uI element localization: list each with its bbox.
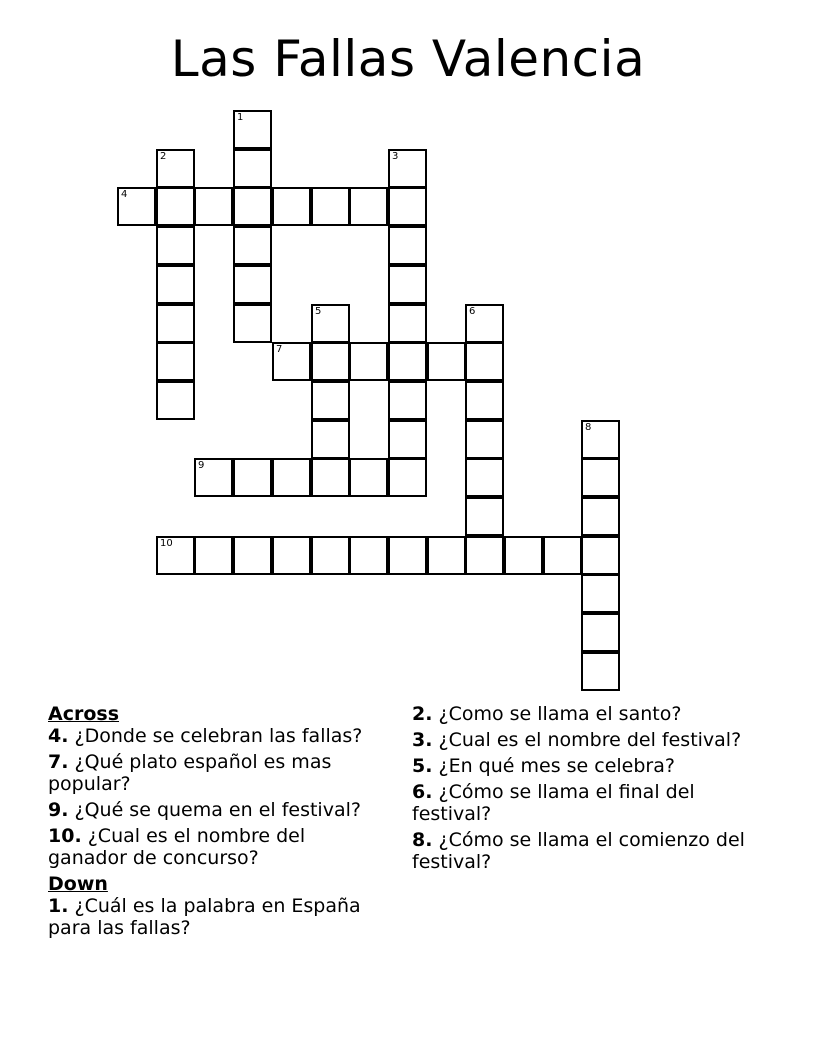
crossword-cell[interactable]	[156, 304, 195, 343]
cell-number: 6	[469, 306, 476, 317]
crossword-cell[interactable]	[311, 342, 350, 381]
crossword-cell[interactable]	[156, 187, 195, 226]
clue-number: 1.	[48, 895, 69, 917]
cell-number: 2	[160, 151, 167, 162]
clue-text: ¿Qué plato español es mas popular?	[48, 751, 332, 795]
crossword-cell[interactable]	[311, 187, 350, 226]
cell-number: 3	[392, 151, 399, 162]
crossword-cell[interactable]	[272, 458, 311, 497]
clue-down-6	[412, 781, 752, 825]
cell-number: 4	[121, 189, 128, 200]
crossword-cell[interactable]	[272, 187, 311, 226]
page-title: Las Fallas Valencia	[170, 30, 646, 88]
clue-across-10	[48, 825, 388, 869]
crossword-cell[interactable]	[233, 187, 272, 226]
crossword-cell[interactable]	[427, 536, 466, 575]
crossword-cell[interactable]	[272, 342, 311, 381]
crossword-cell[interactable]	[311, 536, 350, 575]
crossword-cell[interactable]	[465, 381, 504, 420]
crossword-cell[interactable]	[233, 304, 272, 343]
crossword-cell[interactable]	[156, 536, 195, 575]
crossword-cell[interactable]	[581, 536, 620, 575]
crossword-cell[interactable]	[581, 497, 620, 536]
crossword-cell[interactable]	[465, 342, 504, 381]
crossword-cell[interactable]	[156, 226, 195, 265]
crossword-cell[interactable]	[581, 613, 620, 652]
crossword-cell[interactable]	[388, 149, 427, 188]
crossword-cell[interactable]	[117, 187, 156, 226]
cell-number: 9	[198, 460, 205, 471]
crossword-cell[interactable]	[388, 458, 427, 497]
clue-text: ¿Cual es el nombre del ganador de concurso?	[48, 825, 306, 869]
crossword-cell[interactable]	[349, 187, 388, 226]
clue-across-7	[48, 751, 388, 795]
clue-down-3	[412, 729, 752, 751]
crossword-cell[interactable]	[581, 652, 620, 691]
crossword-cell[interactable]	[311, 381, 350, 420]
crossword-cell[interactable]	[156, 342, 195, 381]
crossword-cell[interactable]	[233, 536, 272, 575]
clues-right-column	[412, 703, 752, 877]
cell-number: 8	[585, 422, 592, 433]
crossword-cell[interactable]	[311, 458, 350, 497]
crossword-cell[interactable]	[388, 226, 427, 265]
clue-text: ¿Cómo se llama el final del festival?	[412, 781, 695, 825]
clue-number: 6.	[412, 781, 433, 803]
crossword-cell[interactable]	[233, 110, 272, 149]
crossword-cell[interactable]	[349, 342, 388, 381]
crossword-cell[interactable]	[388, 265, 427, 304]
crossword-cell[interactable]	[388, 304, 427, 343]
crossword-cell[interactable]	[311, 420, 350, 459]
crossword-cell[interactable]	[349, 536, 388, 575]
clue-text: ¿Donde se celebran las fallas?	[74, 725, 363, 747]
down-heading: Down	[48, 873, 108, 895]
clue-number: 2.	[412, 703, 433, 725]
clue-number: 7.	[48, 751, 69, 773]
crossword-cell[interactable]	[504, 536, 543, 575]
clue-number: 4.	[48, 725, 69, 747]
crossword-cell[interactable]	[388, 342, 427, 381]
crossword-cell[interactable]	[465, 458, 504, 497]
clue-number: 10.	[48, 825, 82, 847]
crossword-cell[interactable]	[388, 420, 427, 459]
clue-number: 9.	[48, 799, 69, 821]
crossword-cell[interactable]	[581, 458, 620, 497]
crossword-cell[interactable]	[465, 497, 504, 536]
clue-text: ¿Cómo se llama el comienzo del festival?	[412, 829, 745, 873]
clue-across-4	[48, 725, 388, 747]
crossword-cell[interactable]	[465, 420, 504, 459]
clue-text: ¿En qué mes se celebra?	[438, 755, 675, 777]
clue-text: ¿Cuál es la palabra en España para las fallas?	[48, 895, 361, 939]
crossword-cell[interactable]	[311, 304, 350, 343]
crossword-cell[interactable]	[272, 536, 311, 575]
crossword-cell[interactable]	[233, 226, 272, 265]
crossword-cell[interactable]	[581, 420, 620, 459]
cell-number: 5	[315, 306, 322, 317]
clue-number: 3.	[412, 729, 433, 751]
clue-down-5	[412, 755, 752, 777]
crossword-cell[interactable]	[233, 149, 272, 188]
clue-down-1	[48, 895, 388, 939]
crossword-cell[interactable]	[388, 187, 427, 226]
crossword-cell[interactable]	[465, 304, 504, 343]
crossword-cell[interactable]	[156, 149, 195, 188]
clue-number: 5.	[412, 755, 433, 777]
clue-text: ¿Como se llama el santo?	[438, 703, 682, 725]
clue-text: ¿Cual es el nombre del festival?	[438, 729, 742, 751]
cell-number: 1	[237, 112, 244, 123]
clue-across-9	[48, 799, 388, 821]
crossword-cell[interactable]	[388, 381, 427, 420]
crossword-cell[interactable]	[194, 187, 233, 226]
crossword-cell[interactable]	[581, 574, 620, 613]
crossword-cell[interactable]	[156, 381, 195, 420]
crossword-cell[interactable]	[465, 536, 504, 575]
clue-down-8	[412, 829, 752, 873]
crossword-cell[interactable]	[349, 458, 388, 497]
across-heading: Across	[48, 703, 120, 725]
clue-text: ¿Qué se quema en el festival?	[74, 799, 361, 821]
crossword-cell[interactable]	[427, 342, 466, 381]
cell-number: 7	[276, 344, 283, 355]
crossword-cell[interactable]	[156, 265, 195, 304]
crossword-cell[interactable]	[194, 536, 233, 575]
clue-number: 8.	[412, 829, 433, 851]
crossword-cell[interactable]	[233, 265, 272, 304]
cell-number: 10	[160, 538, 173, 549]
clue-down-2	[412, 703, 752, 725]
crossword-cell[interactable]	[388, 536, 427, 575]
crossword-cell[interactable]	[233, 458, 272, 497]
crossword-cell[interactable]	[194, 458, 233, 497]
crossword-cell[interactable]	[543, 536, 582, 575]
clues-left-column	[48, 703, 388, 943]
